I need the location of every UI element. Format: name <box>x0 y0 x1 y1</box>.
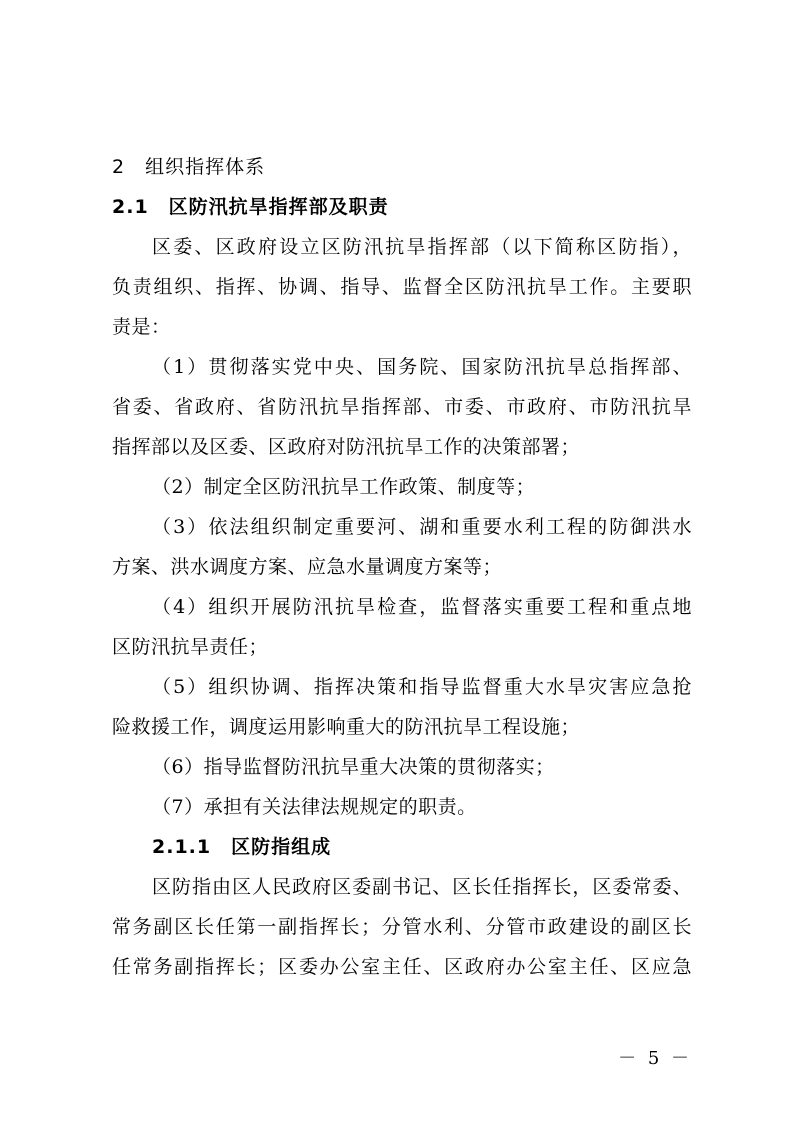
page-number: － 5 － <box>618 1048 692 1069</box>
section-heading-2: 2 组织指挥体系 <box>112 156 266 178</box>
list-item-line: 方案、洪水调度方案、应急水量调度方案等； <box>112 556 503 578</box>
list-item-line: （3）依法组织制定重要河、湖和重要水利工程的防御洪水 <box>152 516 692 538</box>
list-item-line: 指挥部以及区委、区政府对防汛抗旱工作的决策部署； <box>112 436 581 458</box>
paragraph-line: 区委、区政府设立区防汛抗旱指挥部（以下简称区防指）， <box>152 236 692 258</box>
list-item-line: 区防汛抗旱责任； <box>112 636 269 658</box>
list-item-line: （7）承担有关法律法规规定的职责。 <box>152 796 477 818</box>
list-item-line: （6）指导监督防汛抗旱重大决策的贯彻落实； <box>152 756 555 778</box>
section-heading-2-1-1: 2.1.1 区防指组成 <box>152 836 332 858</box>
paragraph-line: 责是： <box>112 316 171 338</box>
paragraph-line: 任常务副指挥长；区委办公室主任、区政府办公室主任、区应急 <box>112 956 692 978</box>
list-item-line: （2）制定全区防汛抗旱工作政策、制度等； <box>152 476 536 498</box>
list-item-line: （1）贯彻落实党中央、国务院、国家防汛抗旱总指挥部、 <box>152 356 692 378</box>
section-heading-2-1: 2.1 区防汛抗旱指挥部及职责 <box>112 196 389 218</box>
paragraph-line: 区防指由区人民政府区委副书记、区长任指挥长，区委常委、 <box>152 876 692 898</box>
paragraph-line: 常务副区长任第一副指挥长；分管水利、分管市政建设的副区长 <box>112 916 692 938</box>
list-item-line: （5）组织协调、指挥决策和指导监督重大水旱灾害应急抢 <box>152 676 692 698</box>
list-item-line: 险救援工作，调度运用影响重大的防汛抗旱工程设施； <box>112 716 581 738</box>
list-item-line: 省委、省政府、省防汛抗旱指挥部、市委、市政府、市防汛抗旱 <box>112 396 692 418</box>
list-item-line: （4）组织开展防汛抗旱检查，监督落实重要工程和重点地 <box>152 596 692 618</box>
paragraph-line: 负责组织、指挥、协调、指导、监督全区防汛抗旱工作。主要职 <box>112 276 692 298</box>
